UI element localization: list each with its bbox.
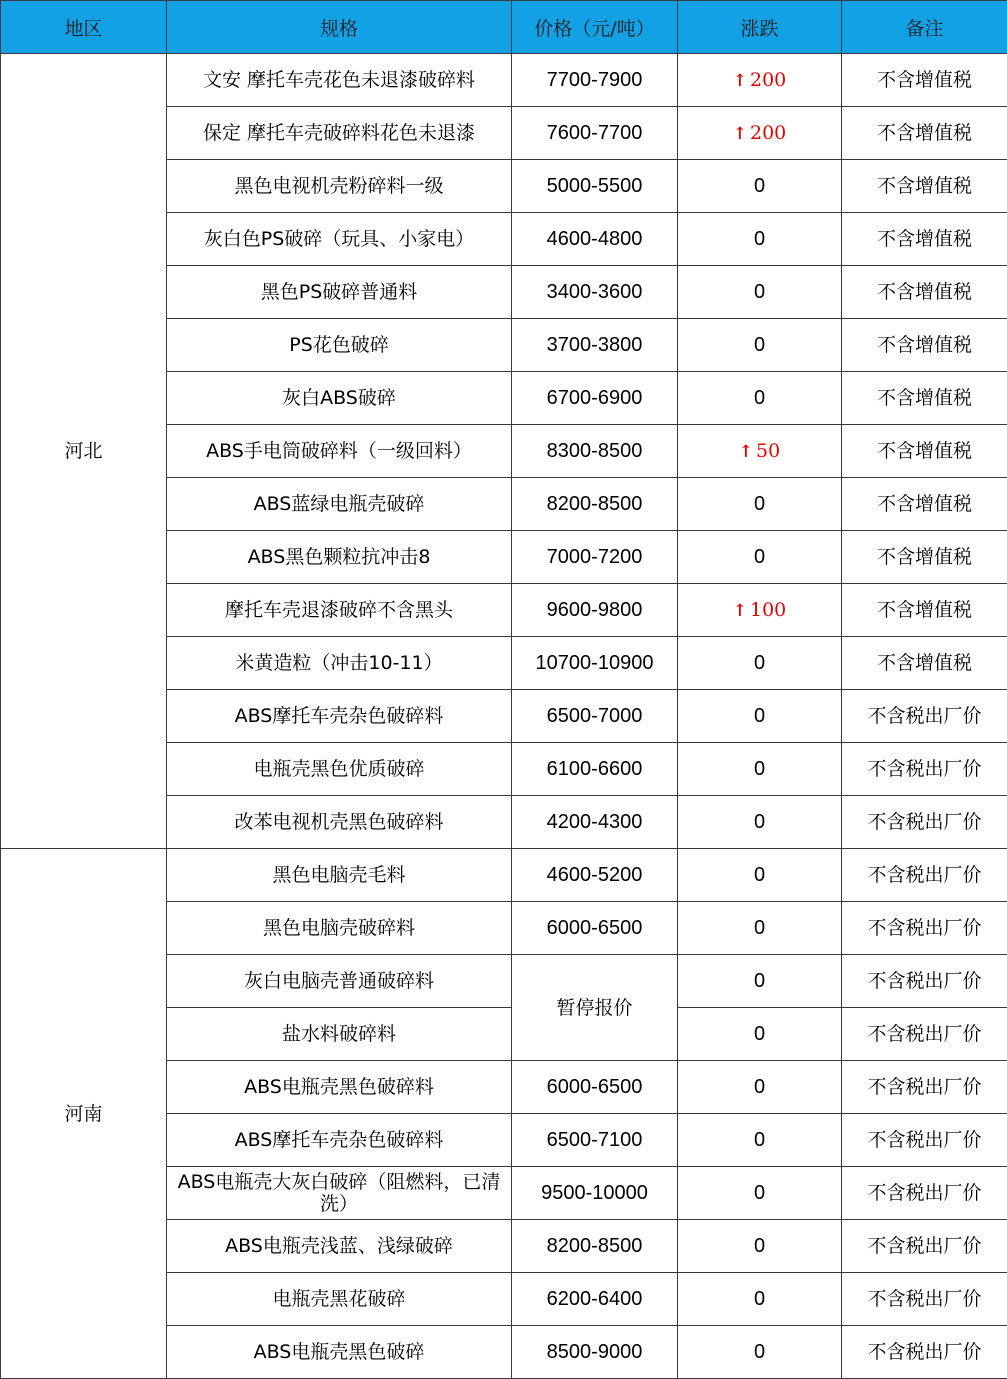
note-cell: 不含增值税: [842, 637, 1007, 690]
note-cell: 不含税出厂价: [842, 1273, 1007, 1326]
price-cell: 4600-4800: [512, 213, 678, 266]
change-value: 0: [753, 281, 766, 303]
change-value: 0: [753, 228, 766, 250]
table-header: [1, 1, 1007, 54]
change-cell: [678, 902, 842, 955]
price-cell: 8200-8500: [512, 1220, 678, 1273]
spec-cell: 黑色电脑壳毛料: [167, 849, 512, 902]
spec-cell: 摩托车壳退漆破碎不含黑头: [167, 584, 512, 637]
header-change: 涨跌: [678, 1, 842, 54]
change-cell: [678, 1326, 842, 1379]
change-value: 0: [753, 811, 766, 833]
note-cell: 不含增值税: [842, 584, 1007, 637]
change-cell: [678, 425, 842, 478]
change-value: 50: [756, 439, 781, 462]
price-cell: 6100-6600: [512, 743, 678, 796]
note-cell: 不含增值税: [842, 266, 1007, 319]
change-value: 0: [753, 705, 766, 727]
change-value: 0: [753, 387, 766, 409]
price-cell: 3700-3800: [512, 319, 678, 372]
spec-cell: 灰白ABS破碎: [167, 372, 512, 425]
note-cell: 不含税出厂价: [842, 1220, 1007, 1273]
header-region: 地区: [1, 1, 167, 54]
change-value: 100: [749, 598, 787, 621]
spec-cell: ABS黑色颗粒抗冲击8: [167, 531, 512, 584]
spec-cell: ABS蓝绿电瓶壳破碎: [167, 478, 512, 531]
change-value: 0: [753, 1023, 766, 1045]
note-cell: 不含增值税: [842, 425, 1007, 478]
note-cell: 不含税出厂价: [842, 849, 1007, 902]
header-row: [1, 1, 1007, 54]
note-cell: 不含税出厂价: [842, 1114, 1007, 1167]
price-cell: 4600-5200: [512, 849, 678, 902]
change-cell: [678, 1220, 842, 1273]
change-cell: [678, 1008, 842, 1061]
spec-cell: ABS摩托车壳杂色破碎料: [167, 690, 512, 743]
spec-cell: ABS电瓶壳黑色破碎料: [167, 1061, 512, 1114]
up-arrow-icon: ↑: [732, 600, 747, 621]
price-cell: 8300-8500: [512, 425, 678, 478]
spec-cell: ABS手电筒破碎料（一级回料）: [167, 425, 512, 478]
price-cell: 5000-5500: [512, 160, 678, 213]
change-value: 0: [753, 493, 766, 515]
spec-cell: ABS摩托车壳杂色破碎料: [167, 1114, 512, 1167]
change-cell: [678, 160, 842, 213]
price-cell: 4200-4300: [512, 796, 678, 849]
header-note: 备注: [842, 1, 1007, 54]
note-cell: 不含税出厂价: [842, 902, 1007, 955]
price-cell: 3400-3600: [512, 266, 678, 319]
change-value: 0: [753, 917, 766, 939]
spec-cell: 改苯电视机壳黑色破碎料: [167, 796, 512, 849]
note-cell: 不含增值税: [842, 478, 1007, 531]
change-cell: [678, 1061, 842, 1114]
price-cell: 8200-8500: [512, 478, 678, 531]
table-row: [1, 54, 1007, 107]
table-body: [1, 54, 1007, 1379]
change-value: 0: [753, 652, 766, 674]
price-cell: 7600-7700: [512, 107, 678, 160]
note-cell: 不含税出厂价: [842, 1008, 1007, 1061]
spec-cell: 电瓶壳黑色优质破碎: [167, 743, 512, 796]
note-cell: 不含增值税: [842, 213, 1007, 266]
price-cell: 6200-6400: [512, 1273, 678, 1326]
change-value: 0: [753, 1076, 766, 1098]
note-cell: 不含增值税: [842, 531, 1007, 584]
note-cell: 不含增值税: [842, 54, 1007, 107]
change-value: 0: [753, 1288, 766, 1310]
price-cell: 6000-6500: [512, 1061, 678, 1114]
spec-cell: 黑色PS破碎普通料: [167, 266, 512, 319]
change-value: 0: [753, 758, 766, 780]
note-cell: 不含税出厂价: [842, 690, 1007, 743]
spec-cell: 米黄造粒（冲击10-11）: [167, 637, 512, 690]
up-arrow-icon: ↑: [732, 70, 747, 91]
price-cell: 6500-7100: [512, 1114, 678, 1167]
change-value: 0: [753, 1235, 766, 1257]
price-cell: 7700-7900: [512, 54, 678, 107]
change-value: 200: [749, 68, 787, 91]
spec-cell: 电瓶壳黑花破碎: [167, 1273, 512, 1326]
change-cell: [678, 1167, 842, 1220]
table-row: [1, 849, 1007, 902]
change-cell: [678, 955, 842, 1008]
up-arrow-icon: ↑: [738, 441, 754, 462]
spec-cell: 盐水料破碎料: [167, 1008, 512, 1061]
price-cell: 6700-6900: [512, 372, 678, 425]
note-cell: 不含税出厂价: [842, 955, 1007, 1008]
header-price: 价格（元/吨）: [512, 1, 678, 54]
spec-cell: 黑色电视机壳粉碎料一级: [167, 160, 512, 213]
change-cell: [678, 213, 842, 266]
spec-cell: 黑色电脑壳破碎料: [167, 902, 512, 955]
change-cell: [678, 584, 842, 637]
up-arrow-icon: ↑: [732, 123, 747, 144]
spec-cell: 保定 摩托车壳破碎料花色未退漆: [167, 107, 512, 160]
change-cell: [678, 690, 842, 743]
spec-cell: 文安 摩托车壳花色未退漆破碎料: [167, 54, 512, 107]
spec-cell: ABS电瓶壳黑色破碎: [167, 1326, 512, 1379]
change-value: 0: [753, 864, 766, 886]
spec-cell: ABS电瓶壳大灰白破碎（阻燃料，已清洗）: [167, 1167, 512, 1220]
change-cell: [678, 849, 842, 902]
price-cell: 暂停报价: [512, 955, 678, 1061]
change-value: 0: [753, 175, 766, 197]
change-cell: [678, 743, 842, 796]
change-cell: [678, 1114, 842, 1167]
change-cell: [678, 637, 842, 690]
change-value: 0: [753, 970, 766, 992]
change-cell: [678, 531, 842, 584]
price-cell: 9500-10000: [512, 1167, 678, 1220]
note-cell: 不含税出厂价: [842, 1167, 1007, 1220]
note-cell: 不含增值税: [842, 160, 1007, 213]
note-cell: 不含增值税: [842, 372, 1007, 425]
note-cell: 不含税出厂价: [842, 796, 1007, 849]
note-cell: 不含增值税: [842, 319, 1007, 372]
price-cell: 8500-9000: [512, 1326, 678, 1379]
spec-cell: 灰白色PS破碎（玩具、小家电）: [167, 213, 512, 266]
change-value: 0: [753, 1182, 766, 1204]
price-cell: 7000-7200: [512, 531, 678, 584]
header-spec: 规格: [167, 1, 512, 54]
change-cell: [678, 1273, 842, 1326]
price-cell: 6000-6500: [512, 902, 678, 955]
price-cell: 9600-9800: [512, 584, 678, 637]
price-cell: 6500-7000: [512, 690, 678, 743]
change-cell: [678, 54, 842, 107]
change-cell: [678, 319, 842, 372]
note-cell: 不含税出厂价: [842, 1061, 1007, 1114]
change-cell: [678, 266, 842, 319]
spec-cell: PS花色破碎: [167, 319, 512, 372]
change-value: 200: [749, 121, 787, 144]
note-cell: 不含税出厂价: [842, 1326, 1007, 1379]
note-cell: 不含增值税: [842, 107, 1007, 160]
change-value: 0: [753, 1341, 766, 1363]
change-value: 0: [753, 546, 766, 568]
region-cell: 河南: [1, 849, 167, 1379]
change-cell: [678, 796, 842, 849]
change-cell: [678, 372, 842, 425]
change-value: 0: [753, 334, 766, 356]
change-value: 0: [753, 1129, 766, 1151]
spec-cell: ABS电瓶壳浅蓝、浅绿破碎: [167, 1220, 512, 1273]
change-cell: [678, 478, 842, 531]
spec-cell: 灰白电脑壳普通破碎料: [167, 955, 512, 1008]
price-cell: 10700-10900: [512, 637, 678, 690]
change-cell: [678, 107, 842, 160]
note-cell: 不含税出厂价: [842, 743, 1007, 796]
region-cell: 河北: [1, 54, 167, 849]
